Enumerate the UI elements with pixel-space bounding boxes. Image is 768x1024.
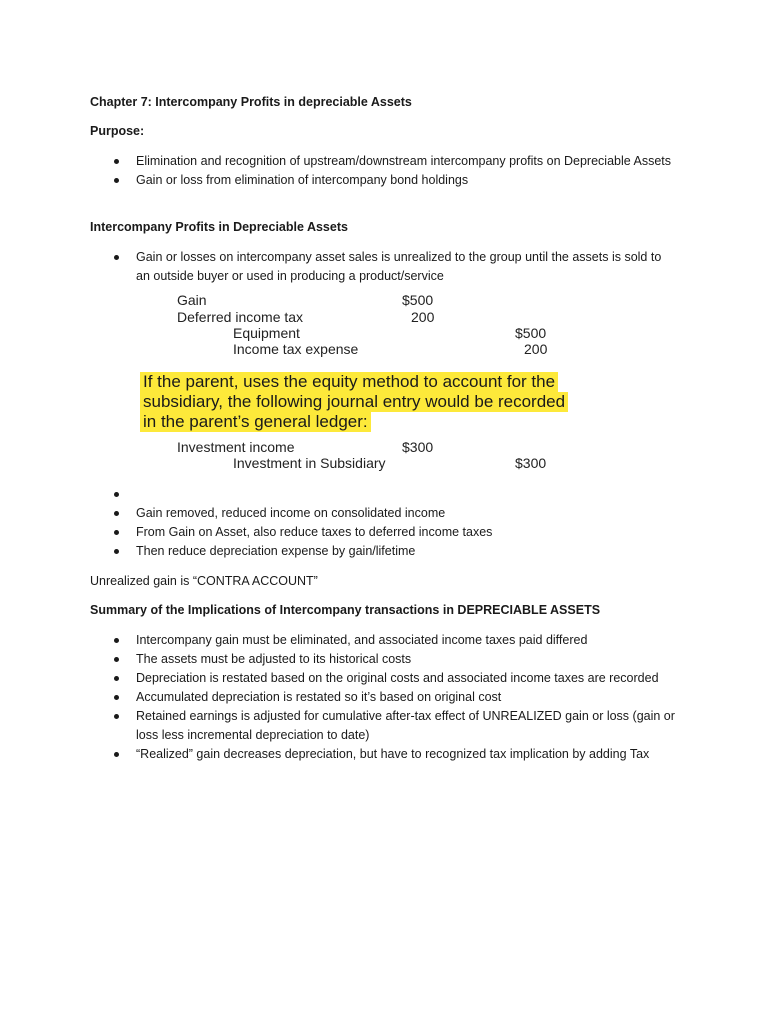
journal-credit-label: Income tax expense: [233, 341, 359, 357]
list-item: Gain removed, reduced income on consolidated income: [0, 504, 676, 523]
contra-note: Unrealized gain is “CONTRA ACCOUNT”: [90, 574, 318, 588]
section-heading: Intercompany Profits in Depreciable Assets: [90, 220, 348, 234]
section-list: [0, 248, 768, 286]
bullet-icon: [114, 752, 119, 757]
journal-debit-amount: $500: [402, 292, 434, 308]
list-item: Gain or losses on intercompany asset sales is unrealized to the group until the assets is sold to an outside buyer or used in producing a product/service: [0, 248, 676, 286]
purpose-list: [0, 152, 768, 190]
highlight-line: in the parent’s general ledger:: [140, 412, 371, 432]
list-item: Then reduce depreciation expense by gain/lifetime: [0, 542, 676, 561]
journal-credit-amount: $300: [515, 455, 547, 471]
bullet-icon: [114, 255, 119, 260]
journal-debit-amount: $300: [402, 439, 434, 455]
chapter-title: Chapter 7: Intercompany Profits in depreciable Assets: [90, 95, 412, 109]
summary-list: [0, 631, 768, 764]
list-item: The assets must be adjusted to its historical costs: [0, 650, 676, 669]
bullet-icon: [114, 714, 119, 719]
journal-debit-label: Deferred income tax: [177, 309, 304, 325]
bullet-icon: [114, 530, 119, 535]
highlighted-note: [140, 372, 610, 431]
list-item: Depreciation is restated based on the original costs and associated income taxes are recorded: [0, 669, 676, 688]
bullet-icon: [114, 492, 119, 497]
list-item: Elimination and recognition of upstream/downstream intercompany profits on Depreciable Assets: [0, 152, 676, 171]
purpose-heading: Purpose:: [90, 124, 145, 138]
journal-entry-image: [140, 290, 640, 480]
list-item: Intercompany gain must be eliminated, and associated income taxes paid differed: [0, 631, 676, 650]
list-item: From Gain on Asset, also reduce taxes to deferred income taxes: [0, 523, 676, 542]
journal-debit-amount: 200: [411, 309, 435, 325]
journal-debit-label: Investment income: [177, 439, 295, 455]
summary-heading: Summary of the Implications of Intercompany transactions in DEPRECIABLE ASSETS: [90, 603, 601, 617]
list-item: [0, 485, 676, 504]
after-list: [0, 485, 768, 561]
journal-credit-label: Equipment: [233, 325, 300, 341]
list-item: Accumulated depreciation is restated so it’s based on original cost: [0, 688, 676, 707]
journal-debit-label: Gain: [177, 292, 207, 308]
list-item: “Realized” gain decreases depreciation, but have to recognized tax implication by adding Tax: [0, 745, 676, 764]
bullet-icon: [114, 178, 119, 183]
journal-credit-amount: 200: [524, 341, 548, 357]
bullet-icon: [114, 657, 119, 662]
journal-credit-amount: $500: [515, 325, 547, 341]
highlight-line: If the parent, uses the equity method to account for the: [140, 372, 558, 392]
bullet-icon: [114, 159, 119, 164]
list-item: Retained earnings is adjusted for cumulative after-tax effect of UNREALIZED gain or loss (gain or loss less incremental depreciation to date): [0, 707, 676, 745]
bullet-icon: [114, 638, 119, 643]
bullet-icon: [114, 676, 119, 681]
journal-credit-label: Investment in Subsidiary: [233, 455, 386, 471]
list-item: Gain or loss from elimination of intercompany bond holdings: [0, 171, 676, 190]
bullet-icon: [114, 511, 119, 516]
bullet-icon: [114, 695, 119, 700]
bullet-icon: [114, 549, 119, 554]
highlight-line: subsidiary, the following journal entry would be recorded: [140, 392, 568, 412]
